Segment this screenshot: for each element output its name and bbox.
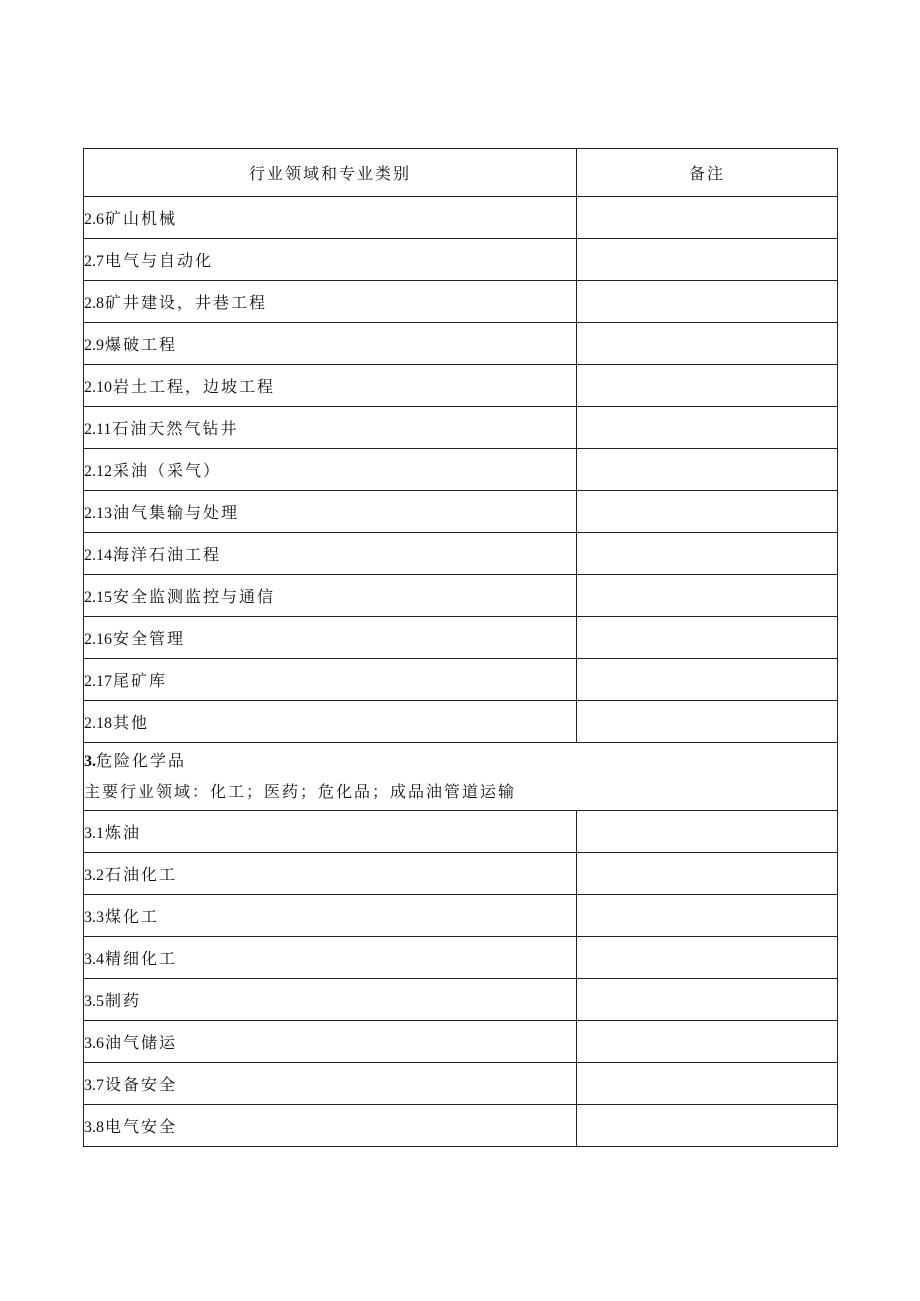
category-name: 石油天然气钻井 [112,419,239,438]
category-number: 2.11 [84,421,112,438]
section-header-row [84,743,838,811]
table-row [84,239,838,281]
category-cell [84,449,577,491]
category-number: 3.7 [84,1077,104,1094]
category-number: 2.9 [84,337,104,354]
notes-cell [577,853,838,895]
category-cell [84,811,577,853]
category-name: 制药 [105,991,142,1010]
section-title: 危险化学品 [96,751,187,770]
table-row [84,323,838,365]
category-cell [84,659,577,701]
category-number: 2.16 [84,631,112,648]
category-cell [84,407,577,449]
category-cell [84,575,577,617]
category-number: 2.10 [84,379,112,396]
category-cell [84,323,577,365]
table-row [84,895,838,937]
category-cell [84,895,577,937]
notes-cell [577,701,838,743]
notes-cell [577,979,838,1021]
notes-cell [577,323,838,365]
section-title-line [84,746,837,777]
category-cell [84,979,577,1021]
category-name: 煤化工 [105,907,160,926]
category-name: 岩土工程，边坡工程 [113,377,276,396]
table-row [84,281,838,323]
category-name: 炼油 [105,823,142,842]
table-row [84,701,838,743]
category-name: 安全管理 [113,629,186,648]
category-name: 海洋石油工程 [113,545,222,564]
table-row [84,1105,838,1147]
category-cell [84,1063,577,1105]
category-number: 2.15 [84,589,112,606]
category-name: 采油（采气） [113,461,222,480]
table-row [84,449,838,491]
notes-cell [577,365,838,407]
category-number: 2.14 [84,547,112,564]
table-row [84,937,838,979]
category-number: 3.2 [84,867,104,884]
table-row [84,365,838,407]
notes-cell [577,449,838,491]
notes-cell [577,197,838,239]
notes-cell [577,575,838,617]
notes-cell [577,811,838,853]
notes-cell [577,1105,838,1147]
category-cell [84,1105,577,1147]
category-cell [84,853,577,895]
category-name: 油气集输与处理 [113,503,240,522]
category-number: 3.1 [84,825,104,842]
category-number: 2.6 [84,211,104,228]
header-category: 行业领域和专业类别 [84,149,577,197]
notes-cell [577,239,838,281]
category-number: 2.18 [84,715,112,732]
category-name: 设备安全 [105,1075,178,1094]
category-number: 3.6 [84,1035,104,1052]
table-row [84,1021,838,1063]
category-cell [84,281,577,323]
category-number: 3.8 [84,1119,104,1136]
category-name: 其他 [113,713,150,732]
category-name: 石油化工 [105,865,178,884]
notes-cell [577,491,838,533]
table-row [84,617,838,659]
notes-cell [577,407,838,449]
table-row [84,197,838,239]
table-header-row [84,149,838,197]
notes-cell [577,659,838,701]
category-name: 精细化工 [105,949,178,968]
header-notes: 备注 [577,149,838,197]
table-row [84,491,838,533]
notes-cell [577,281,838,323]
table-row [84,979,838,1021]
notes-cell [577,1063,838,1105]
table-row [84,811,838,853]
category-name: 电气与自动化 [105,251,214,270]
category-number: 3.5 [84,993,104,1010]
notes-cell [577,895,838,937]
category-name: 爆破工程 [105,335,178,354]
table-row [84,407,838,449]
category-name: 矿井建设，井巷工程 [105,293,268,312]
category-cell [84,239,577,281]
notes-cell [577,533,838,575]
category-name: 安全监测监控与通信 [113,587,276,606]
category-name: 油气储运 [105,1033,178,1052]
category-number: 2.12 [84,463,112,480]
category-number: 2.13 [84,505,112,522]
category-cell [84,617,577,659]
category-name: 尾矿库 [113,671,168,690]
table-row [84,533,838,575]
category-number: 2.8 [84,295,104,312]
section-domains: 主要行业领域：化工；医药；危化品；成品油管道运输 [84,782,517,801]
section-header-cell [84,743,838,811]
category-cell [84,937,577,979]
category-number: 2.17 [84,673,112,690]
category-name: 电气安全 [105,1117,178,1136]
section-number: 3. [84,753,96,770]
category-cell [84,365,577,407]
notes-cell [577,937,838,979]
category-cell [84,1021,577,1063]
category-number: 3.3 [84,909,104,926]
category-name: 矿山机械 [105,209,178,228]
table-row [84,853,838,895]
category-cell [84,701,577,743]
table-row [84,659,838,701]
notes-cell [577,1021,838,1063]
table-body [84,149,838,1147]
category-number: 2.7 [84,253,104,270]
notes-cell [577,617,838,659]
category-cell [84,491,577,533]
table-row [84,575,838,617]
category-cell [84,197,577,239]
category-number: 3.4 [84,951,104,968]
category-table [83,148,838,1147]
category-cell [84,533,577,575]
table-row [84,1063,838,1105]
